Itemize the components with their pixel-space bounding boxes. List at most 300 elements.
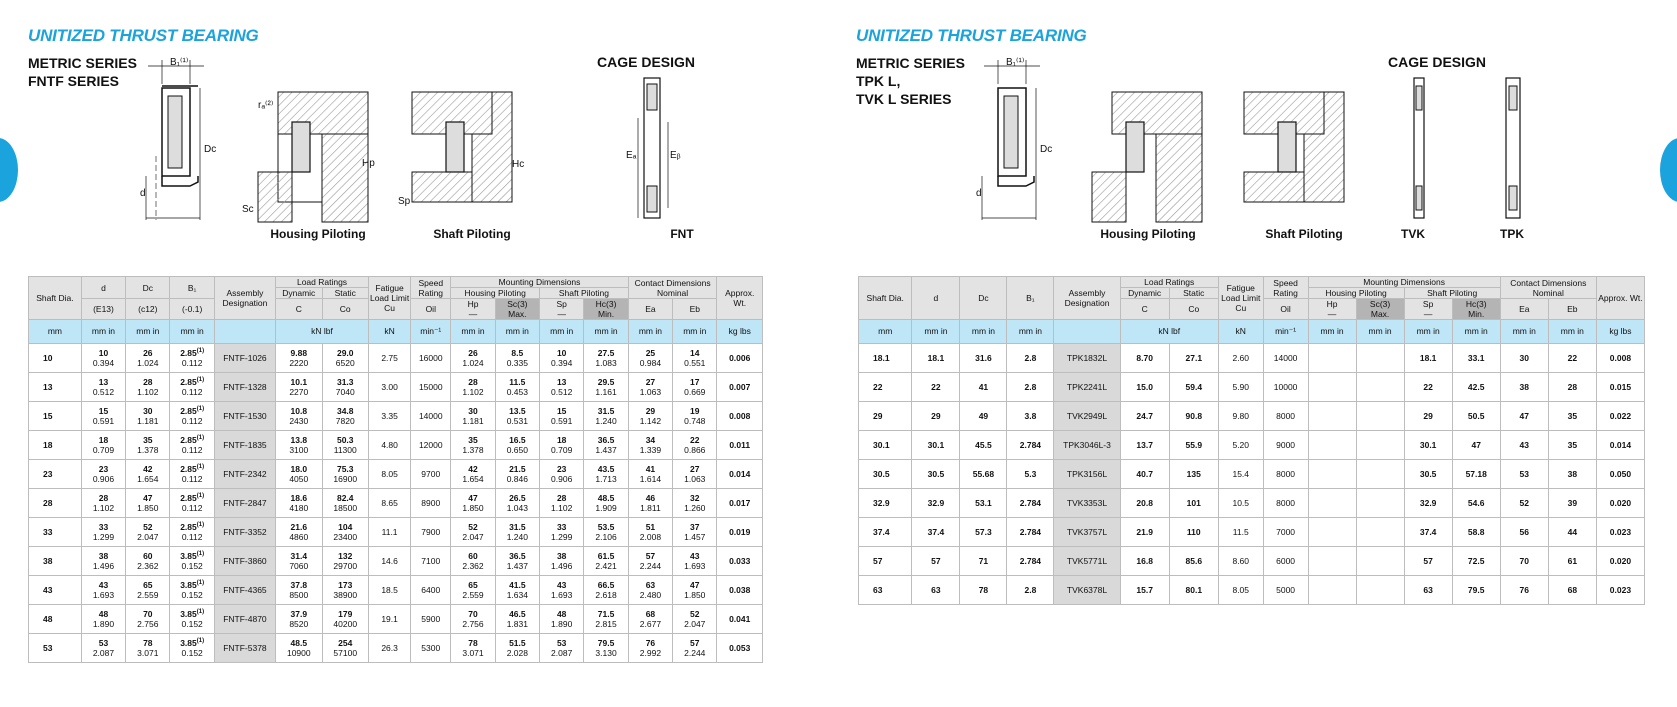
value-secondary: 2.480: [639, 590, 662, 600]
dash: —: [557, 309, 566, 319]
cu-cell: 5.90: [1218, 373, 1263, 402]
value-secondary: 2.087: [551, 648, 573, 658]
value-primary: 15: [98, 406, 109, 416]
cu-cell: 9.80: [1218, 402, 1263, 431]
value-secondary: 8520: [289, 619, 309, 629]
co-cell: 27.1: [1169, 344, 1218, 373]
col-dynamic: Dynamic: [1120, 288, 1169, 299]
value-primary: [171, 551, 212, 561]
value-secondary: 1.378: [137, 445, 159, 455]
b1-value: 3.85: [180, 551, 197, 561]
d-cell: [81, 344, 125, 373]
sc-cell: [495, 634, 539, 663]
b1-cell: 2.784: [1007, 547, 1054, 576]
value-primary: [171, 348, 212, 358]
shaft-dia-cell: 28: [29, 489, 82, 518]
value-primary: 46: [645, 493, 656, 503]
value-secondary: 0.335: [506, 358, 528, 368]
value-primary: 50.3: [336, 435, 354, 445]
b1-cell: 2.784: [1007, 431, 1054, 460]
value-primary: 57: [645, 551, 656, 561]
value-secondary: 1.457: [684, 532, 706, 542]
left-page: [0, 0, 790, 707]
sp-cell: [540, 605, 584, 634]
wt-cell: 0.050: [1596, 460, 1644, 489]
col-c: C: [276, 299, 322, 320]
col-mounting: Mounting Dimensions: [1308, 277, 1500, 288]
value-secondary: 29700: [333, 561, 358, 571]
housing-piloting-drawing: [1092, 92, 1212, 232]
value-primary: 57: [690, 638, 700, 648]
hc-cell: [584, 402, 628, 431]
dim-hp-label: Hp: [362, 158, 375, 169]
d-cell: [81, 605, 125, 634]
value-primary: [171, 435, 212, 445]
unit-cell: mm in: [451, 320, 495, 344]
value-primary: 36.5: [597, 435, 615, 445]
col-b1: B₁: [170, 277, 214, 299]
b1-cell: [170, 518, 214, 547]
weight-cell: 0.014: [717, 460, 763, 489]
sp-cell: 30.1: [1404, 431, 1452, 460]
speed-cell: 6400: [411, 576, 451, 605]
value-secondary: 7820: [335, 416, 355, 426]
speed-cell: 7900: [411, 518, 451, 547]
dim-hc-label: Hc: [512, 159, 525, 170]
c-cell: 15.0: [1120, 373, 1169, 402]
ea-cell: [628, 634, 672, 663]
table-row: [29, 547, 763, 576]
value-primary: 13.5: [509, 406, 526, 416]
b1-cell: [170, 460, 214, 489]
value-primary: 47: [143, 493, 153, 503]
value-secondary: 2.028: [506, 648, 528, 658]
hp-cell: [451, 634, 495, 663]
unit-cell: mm in: [912, 320, 960, 344]
value-primary: 18: [556, 435, 567, 445]
table-row: [859, 402, 1645, 431]
value-secondary: 0.846: [506, 474, 528, 484]
value-primary: 8.5: [511, 348, 524, 358]
c-cell: [276, 547, 322, 576]
eb-cell: [673, 460, 717, 489]
dc-cell: 41: [960, 373, 1007, 402]
tol-d: (E13): [81, 299, 125, 320]
hp-cell: [451, 431, 495, 460]
table-row: [29, 402, 763, 431]
col-sp: [540, 299, 584, 320]
value-primary: 70: [468, 609, 478, 619]
col-eb: Eb: [673, 299, 717, 320]
desig-cell: TPK2241L: [1054, 373, 1120, 402]
fig-cage-tpk-label: TPK: [1500, 227, 1524, 241]
value-primary: 42: [468, 464, 478, 474]
value-primary: 34: [645, 435, 656, 445]
hc-cell: 42.5: [1452, 373, 1500, 402]
value-primary: 15: [556, 406, 567, 416]
c-cell: [276, 518, 322, 547]
value-primary: [171, 493, 212, 503]
sp-cell: [540, 489, 584, 518]
col-fatigue: Fatigue Load Limit Cu: [1218, 277, 1263, 320]
value-secondary: 2.756: [462, 619, 484, 629]
value-primary: 27.5: [597, 348, 615, 358]
b1-cell: [170, 576, 214, 605]
co-cell: 59.4: [1169, 373, 1218, 402]
col-shaft: Shaft Dia.: [29, 277, 82, 320]
table-row: [29, 431, 763, 460]
series-line: METRIC SERIES: [28, 55, 137, 71]
table-row: [859, 344, 1645, 373]
sp-label: Sp: [1422, 299, 1434, 309]
hc-cell: 47: [1452, 431, 1500, 460]
d-cell: [81, 373, 125, 402]
c-cell: [276, 344, 322, 373]
value-primary: 10: [98, 348, 109, 358]
value-secondary: 3.130: [595, 648, 617, 658]
assembly-designation: FNTF-4870: [214, 605, 275, 634]
value-primary: 9.88: [290, 348, 308, 358]
value-secondary: 0.453: [506, 387, 528, 397]
ea-cell: 47: [1500, 402, 1548, 431]
col-assembly: Assembly Designation: [214, 277, 275, 320]
dc-cell: 57.3: [960, 518, 1007, 547]
unit-cell: kN: [1218, 320, 1263, 344]
value-primary: 22: [690, 435, 700, 445]
dim-dc-label: Dc: [204, 144, 217, 155]
shaft-cell: 22: [859, 373, 912, 402]
d-cell: 57: [912, 547, 960, 576]
ea-cell: [628, 547, 672, 576]
cage-tvk-drawing: [1398, 78, 1448, 228]
shaft-cell: 30.1: [859, 431, 912, 460]
assembly-designation: FNTF-1026: [214, 344, 275, 373]
value-primary: 10.1: [290, 377, 308, 387]
value-primary: 104: [338, 522, 353, 532]
value-primary: 31.5: [597, 406, 615, 416]
hp-cell: [451, 373, 495, 402]
right-cage-title: CAGE DESIGN: [1388, 54, 1487, 70]
shaft-dia-cell: 48: [29, 605, 82, 634]
desig-cell: TVK3757L: [1054, 518, 1120, 547]
col-oil: Oil: [1263, 299, 1308, 320]
table-row: [29, 518, 763, 547]
value-secondary: 0.709: [92, 445, 115, 455]
shaft-dia-cell: 13: [29, 373, 82, 402]
eb-cell: 28: [1548, 373, 1596, 402]
value-secondary: 2.047: [684, 619, 706, 629]
value-primary: 10: [556, 348, 567, 358]
eb-cell: [673, 518, 717, 547]
ea-cell: 38: [1500, 373, 1548, 402]
c-cell: [276, 605, 322, 634]
tpk-tvk-spec-table: [858, 276, 1645, 605]
value-primary: [171, 638, 212, 648]
col-ea: Ea: [628, 299, 672, 320]
dc-cell: [126, 373, 170, 402]
ea-cell: 76: [1500, 576, 1548, 605]
value-primary: 43: [690, 551, 700, 561]
b1-cell: [170, 547, 214, 576]
eb-cell: 61: [1548, 547, 1596, 576]
sc-cell: [495, 431, 539, 460]
sc-label: Sc(3): [507, 299, 528, 309]
dim-b1-label: B₁⁽¹⁾: [1006, 57, 1025, 68]
desig-cell: TVK6378L: [1054, 576, 1120, 605]
eb-cell: [673, 431, 717, 460]
tol-dc: (c12): [126, 299, 170, 320]
value-secondary: 1.890: [551, 619, 573, 629]
b1-cell: 2.8: [1007, 576, 1054, 605]
desig-cell: TVK3353L: [1054, 489, 1120, 518]
shaft-dia-cell: 15: [29, 402, 82, 431]
table-row: [859, 547, 1645, 576]
hc-cell: [584, 634, 628, 663]
fig-housing-label: Housing Piloting: [270, 227, 366, 241]
value-secondary: 0.112: [181, 416, 203, 426]
unit-cell: mm in: [1404, 320, 1452, 344]
speed-cell: 5300: [411, 634, 451, 663]
table-row: [29, 489, 763, 518]
value-primary: 35: [468, 435, 478, 445]
value-primary: 173: [338, 580, 353, 590]
empty-cell: [1356, 576, 1404, 605]
value-secondary: 0.112: [181, 387, 203, 397]
co-cell: [322, 547, 368, 576]
value-primary: 33: [98, 522, 109, 532]
sc-label: Sc(3): [1369, 299, 1391, 309]
value-primary: 43.5: [597, 464, 615, 474]
shaft-dia-cell: 38: [29, 547, 82, 576]
unit-cell: kN lbf: [1120, 320, 1218, 344]
eb-cell: 35: [1548, 402, 1596, 431]
b1-value: 2.85: [180, 522, 197, 532]
value-secondary: 1.102: [462, 387, 484, 397]
cage-fnt-drawing: [626, 78, 690, 228]
empty-cell: [1308, 373, 1356, 402]
sp-cell: [540, 518, 584, 547]
co-cell: 90.8: [1169, 402, 1218, 431]
value-secondary: 0.866: [684, 445, 706, 455]
unit-cell: mm in: [1452, 320, 1500, 344]
col-ea: Ea: [1500, 299, 1548, 320]
dc-cell: [126, 431, 170, 460]
footnote-ref: (1): [196, 609, 205, 616]
eb-cell: [673, 605, 717, 634]
value-secondary: 1.083: [595, 358, 617, 368]
value-secondary: 1.811: [640, 503, 661, 513]
co-cell: [322, 460, 368, 489]
value-primary: 28: [556, 493, 567, 503]
col-shaft-piloting: Shaft Piloting: [540, 288, 629, 299]
value-secondary: 1.496: [92, 561, 115, 571]
value-primary: 21.5: [509, 464, 526, 474]
cu-cell: 10.5: [1218, 489, 1263, 518]
value-primary: 179: [338, 609, 353, 619]
col-d: d: [912, 277, 960, 320]
desig-cell: TVK5771L: [1054, 547, 1120, 576]
value-secondary: 1.614: [639, 474, 662, 484]
dc-cell: [126, 489, 170, 518]
value-primary: 43: [556, 580, 567, 590]
hp-cell: [451, 460, 495, 489]
assembly-designation: FNTF-5378: [214, 634, 275, 663]
sp-cell: [540, 460, 584, 489]
value-primary: 51.5: [509, 638, 526, 648]
value-primary: 68: [645, 609, 656, 619]
value-primary: 38: [556, 551, 567, 561]
value-secondary: 2.106: [595, 532, 617, 542]
sp-cell: 30.5: [1404, 460, 1452, 489]
c-cell: [276, 373, 322, 402]
empty-cell: [1356, 373, 1404, 402]
value-secondary: 10900: [286, 648, 311, 658]
value-secondary: 7060: [289, 561, 309, 571]
col-dc: Dc: [960, 277, 1007, 320]
desig-cell: TPK3046L-3: [1054, 431, 1120, 460]
eb-cell: 35: [1548, 431, 1596, 460]
co-cell: 80.1: [1169, 576, 1218, 605]
sc-cell: [495, 373, 539, 402]
value-secondary: 1.024: [462, 358, 484, 368]
value-primary: 31.5: [509, 522, 526, 532]
empty-cell: [1356, 518, 1404, 547]
value-secondary: 0.551: [684, 358, 706, 368]
hc-cell: [584, 431, 628, 460]
hp-cell: [451, 402, 495, 431]
speed-cell: 6000: [1263, 547, 1308, 576]
cu-cell: 2.60: [1218, 344, 1263, 373]
value-secondary: 0.650: [506, 445, 528, 455]
min: Min.: [1468, 309, 1485, 319]
b1-cell: [170, 402, 214, 431]
value-secondary: 2.421: [595, 561, 617, 571]
value-primary: 51: [645, 522, 656, 532]
col-sc: [1356, 299, 1404, 320]
value-secondary: 0.112: [181, 445, 203, 455]
eb-cell: 44: [1548, 518, 1596, 547]
value-secondary: 2.559: [462, 590, 484, 600]
sp-cell: 32.9: [1404, 489, 1452, 518]
c-cell: [276, 576, 322, 605]
hc-cell: [584, 344, 628, 373]
value-secondary: 1.437: [595, 445, 617, 455]
col-weight: Approx. Wt.: [717, 277, 763, 320]
value-primary: 30: [468, 406, 478, 416]
sp-cell: [540, 431, 584, 460]
d-cell: [81, 489, 125, 518]
empty-cell: [1308, 518, 1356, 547]
value-primary: [171, 580, 212, 590]
col-c: C: [1120, 299, 1169, 320]
col-housing-piloting: Housing Piloting: [451, 288, 540, 299]
value-primary: 46.5: [509, 609, 526, 619]
value-secondary: 16900: [333, 474, 358, 484]
value-primary: 13: [556, 377, 567, 387]
table-row: [29, 344, 763, 373]
hc-cell: [584, 373, 628, 402]
value-primary: 28: [468, 377, 478, 387]
value-primary: 48: [556, 609, 567, 619]
value-primary: [171, 464, 212, 474]
dash: —: [1423, 309, 1433, 319]
dim-eb-label: Eᵦ: [670, 150, 681, 161]
speed-cell: 14000: [1263, 344, 1308, 373]
hc-label: Hc(3): [1465, 299, 1487, 309]
col-co: Co: [322, 299, 368, 320]
unit-cell: min⁻¹: [411, 320, 451, 344]
dc-cell: 55.68: [960, 460, 1007, 489]
value-secondary: 1.850: [137, 503, 159, 513]
d-cell: 30.1: [912, 431, 960, 460]
c-cell: 15.7: [1120, 576, 1169, 605]
value-secondary: 1.496: [551, 561, 573, 571]
value-primary: 60: [143, 551, 153, 561]
col-assembly: Assembly Designation: [1054, 277, 1120, 320]
footnote-ref: (1): [196, 638, 205, 645]
max: Max.: [1370, 309, 1390, 319]
value-primary: 53: [98, 638, 109, 648]
value-secondary: 2.362: [137, 561, 159, 571]
series-line: TVK L SERIES: [856, 91, 952, 107]
value-primary: 30: [143, 406, 153, 416]
col-d: d: [81, 277, 125, 299]
col-contact: Contact Dimensions Nominal: [628, 277, 717, 299]
unit-cell: mm in: [960, 320, 1007, 344]
value-primary: 18.0: [290, 464, 308, 474]
unit-cell: mm in: [673, 320, 717, 344]
value-primary: 13: [98, 377, 109, 387]
d-cell: [81, 402, 125, 431]
value-secondary: 38900: [333, 590, 358, 600]
footnote-ref: (1): [196, 464, 205, 471]
value-secondary: 1.713: [595, 474, 617, 484]
shaft-cell: 37.4: [859, 518, 912, 547]
value-primary: 37.9: [290, 609, 308, 619]
value-secondary: 0.906: [551, 474, 573, 484]
col-hp: [1308, 299, 1356, 320]
value-secondary: 2270: [289, 387, 309, 397]
left-cage-title: CAGE DESIGN: [597, 54, 696, 70]
value-primary: 26.5: [509, 493, 526, 503]
value-secondary: 4860: [289, 532, 309, 542]
dc-cell: [126, 605, 170, 634]
unit-cell: [214, 320, 275, 344]
table-row: [859, 373, 1645, 402]
empty-cell: [1356, 344, 1404, 373]
hp-label: Hp: [467, 299, 479, 309]
col-co: Co: [1169, 299, 1218, 320]
value-primary: 38: [98, 551, 109, 561]
b1-value: 2.85: [180, 377, 197, 387]
value-primary: 32: [690, 493, 700, 503]
footnote-ref: (1): [196, 406, 205, 413]
co-cell: [322, 344, 368, 373]
col-contact: Contact Dimensions Nominal: [1500, 277, 1596, 299]
value-secondary: 0.152: [181, 648, 203, 658]
value-primary: 23: [556, 464, 567, 474]
col-dynamic: Dynamic: [276, 288, 322, 299]
shaft-dia-cell: 33: [29, 518, 82, 547]
d-cell: [81, 634, 125, 663]
speed-cell: 8000: [1263, 489, 1308, 518]
value-primary: 17: [690, 377, 700, 387]
eb-cell: 39: [1548, 489, 1596, 518]
value-primary: 78: [468, 638, 478, 648]
dc-cell: 31.6: [960, 344, 1007, 373]
hc-cell: 33.1: [1452, 344, 1500, 373]
shaft-cell: 30.5: [859, 460, 912, 489]
